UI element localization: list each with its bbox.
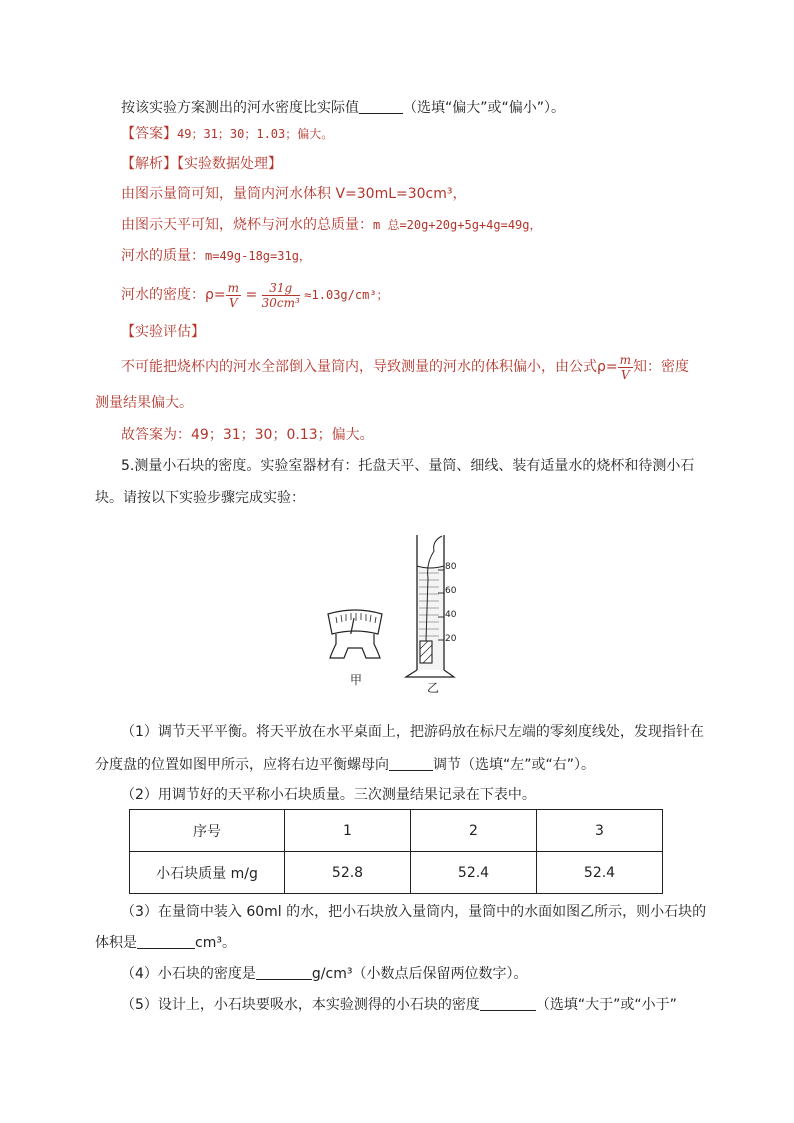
eval-fraction: $\frac{m}{V}$ — [619, 352, 632, 382]
step5-options: （选填“大于”或“小于” — [535, 997, 677, 1013]
figure-label-a: 甲 — [350, 673, 363, 687]
answer-blank — [359, 99, 403, 114]
step4-line — [121, 964, 527, 984]
table-cell: 52.4 — [537, 852, 663, 894]
table-cell: 3 — [537, 810, 663, 852]
water-mass-value: m=49g-18g=31g， — [205, 249, 311, 263]
density-result: ≈1.03g/cm³； — [304, 288, 389, 302]
table-row — [130, 852, 663, 894]
table-cell: 2 — [411, 810, 537, 852]
q5-intro-2: 块。请按以下实验步骤完成实验： — [95, 490, 305, 506]
balance-dial-figure — [322, 608, 388, 666]
answer-blank — [256, 965, 312, 980]
table-cell: 序号 — [130, 810, 285, 852]
table-header-row — [130, 810, 663, 852]
step1-line-a: （1）调节天平平衡。将天平放在水平桌面上，把游码放在标尺左端的零刻度线处，发现指针在 — [121, 724, 704, 740]
cylinder-mark-40: 40 — [445, 610, 457, 620]
step4-unit: g/cm³（小数点后保留两位数字）。 — [311, 966, 528, 982]
eval-text-end: 知：密度 — [633, 359, 690, 375]
answer-blank — [480, 996, 536, 1011]
q4-question-text: 按该实验方案测出的河水密度比实际值 — [121, 100, 359, 116]
density-prefix: 河水的密度：ρ= — [121, 287, 226, 303]
q5-intro-1: 5.测量小石块的密度。实验室器材有：托盘天平、量筒、细线、装有适量水的烧杯和待测小石 — [121, 458, 695, 474]
q4-option-text: （选填“偏大”或“偏小”）。 — [403, 100, 566, 116]
volume-line — [121, 184, 467, 204]
step2-line: （2）用调节好的天平称小石块质量。三次测量结果记录在下表中。 — [121, 787, 536, 803]
water-mass-line — [121, 246, 311, 266]
step3-unit: cm³。 — [195, 935, 236, 951]
table-cell: 1 — [285, 810, 411, 852]
table-cell: 52.4 — [411, 852, 537, 894]
density-fraction: $\frac{m}{V}$ — [227, 280, 240, 310]
analysis-label: 【解析】【实验数据处理】 — [121, 156, 282, 172]
eval-label: 【实验评估】 — [121, 324, 205, 340]
density-line: 河水的密度：ρ= $\frac{m}{V}$ = $\frac{31g}{\text{30cm³}}$ ≈1.03g/cm³； — [121, 280, 389, 310]
step1-options: 调节（选填“左”或“右”）。 — [433, 757, 596, 773]
volume-text: 由图示量筒可知，量筒内河水体积 V=30mL=30cm³， — [121, 186, 467, 202]
water-mass-prefix: 河水的质量： — [121, 248, 205, 264]
cylinder-mark-80: 80 — [445, 562, 457, 572]
final-answer: 故答案为：49；31；30；0.13；偏大。 — [121, 427, 374, 443]
cylinder-mark-60: 60 — [445, 586, 457, 596]
table-cell: 小石块质量 m/g — [130, 852, 285, 894]
step1-text: 分度盘的位置如图甲所示，应将右边平衡螺母向 — [95, 757, 389, 773]
answer-blank — [389, 756, 433, 771]
figure-label-b: 乙 — [427, 681, 440, 695]
cylinder-mark-20: 20 — [445, 634, 457, 644]
step3-text: 体积是 — [95, 935, 137, 951]
table-cell: 52.8 — [285, 852, 411, 894]
graduated-cylinder-figure — [404, 533, 468, 678]
mass-prefix: 由图示天平可知，烧杯与河水的总质量： — [121, 217, 373, 233]
answer-line — [121, 124, 333, 144]
q4-text-line — [121, 98, 565, 118]
step4-text: （4）小石块的密度是 — [121, 966, 256, 982]
stone-mass-table — [129, 809, 663, 894]
eval-formula-prefix: ρ= — [597, 359, 618, 375]
density-fraction-values: $\frac{31g}{\text{30cm³}}$ — [261, 280, 300, 310]
answer-blank — [137, 934, 195, 949]
answer-value: 49；31；30；1.03；偏大。 — [177, 127, 334, 141]
step1-line-b — [95, 755, 595, 775]
answer-label: 【答案】 — [121, 126, 177, 142]
mass-value: m 总=20g+20g+5g+4g=49g， — [373, 218, 542, 232]
step3-line-b — [95, 933, 236, 953]
mass-line — [121, 215, 542, 235]
step3-line-a: （3）在量筒中装入 60ml 的水，把小石块放入量筒内，量筒中的水面如图乙所示，则小石块的 — [121, 904, 707, 920]
step5-line — [121, 995, 677, 1015]
step5-text: （5）设计上，小石块要吸水，本实验测得的小石块的密度 — [121, 997, 480, 1013]
eval-line — [121, 352, 689, 382]
eval-line-2: 测量结果偏大。 — [95, 395, 193, 411]
eval-text: 不可能把烧杯内的河水全部倒入量筒内，导致测量的河水的体积偏小，由公式 — [121, 359, 597, 375]
